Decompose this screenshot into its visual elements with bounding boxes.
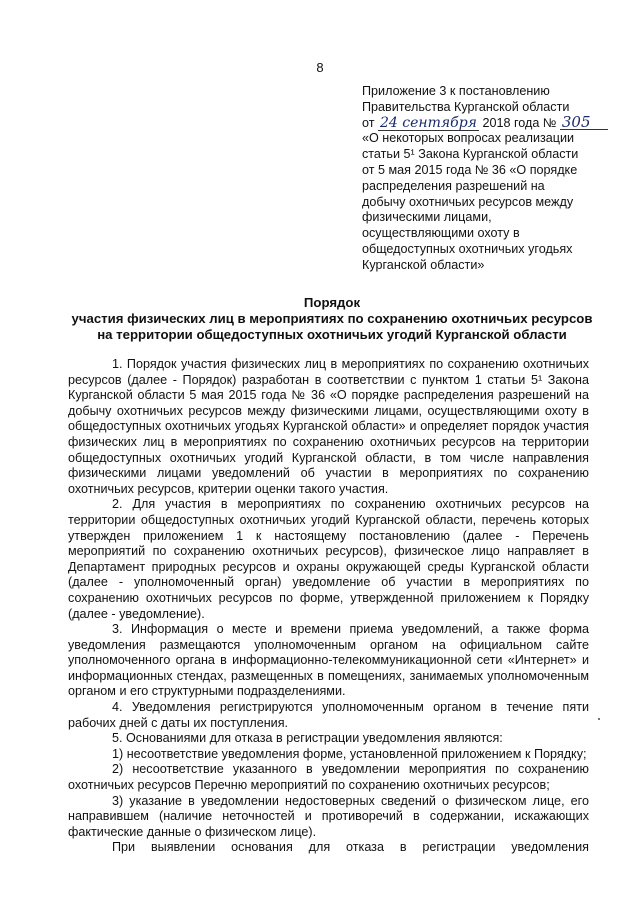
appendix-line: от 5 мая 2015 года № 36 «О порядке [362, 162, 578, 177]
list-item-1: 1) несоответствие уведомления форме, установленной приложением к Порядку; [112, 746, 587, 761]
appendix-line: распределения разрешений на [362, 178, 545, 193]
date-prefix: от [362, 115, 375, 130]
document-body [68, 357, 589, 856]
list-item-3: 3) указание в уведомлении недостоверных сведений о физическом лице, его направившем (наличие неточностей и противоречий в содержании, искажающих фактические данные о физическом лице). [68, 793, 589, 839]
handwritten-date: 24 сентября [380, 114, 477, 131]
paragraph-4: 4. Уведомления регистрируются уполномоченным органом в течение пяти рабочих дней с даты их поступления. [68, 700, 589, 730]
paragraph-1: 1. Порядок участия физических лиц в мероприятиях по сохранению охотничьих ресурсов (далее - Порядок) разработан в соответствии с пунктом 1 статьи 5¹ Закона Курганской области 5 мая 2015 года № 36 «О порядке распределения разрешений на добычу охотничьих ресурсов между физическими лицами, осуществляющими охоту в общедоступных охотничьих угодьях Курганской области» и определяет порядок участия физических лиц в мероприятиях по сохранению охотничьих ресурсов на территории общедоступных охотничьих угодий Курганской области, в том числе направления физическими лицами уведомлений об участии в мероприятиях по сохранению охотничьих ресурсов, критерии оценки такого участия. [68, 357, 589, 496]
title-line: Порядок [303, 295, 361, 310]
scan-speck [598, 718, 600, 720]
list-item-2: 2) несоответствие указанного в уведомлении мероприятия по сохранению охотничьих ресурсов Перечню мероприятий по сохранению охотничьих ресурсов; [68, 762, 589, 793]
paragraph-continued: При выявлении основания для отказа в регистрации уведомления [112, 840, 589, 855]
appendix-line: статьи 5¹ Закона Курганской области [362, 147, 579, 162]
appendix-line: физическими лицами, [362, 210, 492, 225]
paragraph-3: 3. Информация о месте и времени приема уведомлений, а также форма уведомления размещаются уполномоченным органом на официальном сайте уполномоченного органа в информационно-телекоммуникационной сети «Интернет» и информационных стендах, размещенных в помещениях, занимаемых уполномоченным органом и его структурными подразделениями. [68, 622, 589, 699]
title-line: участия физических лиц в мероприятиях по сохранению охотничьих ресурсов [71, 311, 593, 326]
document-title [40, 295, 624, 343]
appendix-line: осуществляющими охоту в [362, 226, 520, 241]
paragraph-5: 5. Основаниями для отказа в регистрации уведомления являются: [112, 731, 503, 746]
paragraph-2: 2. Для участия в мероприятиях по сохранению охотничьих ресурсов на территории общедоступных охотничьих угодий Курганской области, перечень которых утвержден приложением 1 к настоящему постановлению (далее - Перечень мероприятий по сохранению охотничьих ресурсов), физическое лицо направляет в Департамент природных ресурсов и охраны окружающей среды Курганской области (далее - уполномоченный орган) уведомление об участии в мероприятиях по сохранению охотничьих ресурсов по форме, утвержденной приложением к Порядку (далее - уведомление). [68, 497, 589, 621]
appendix-line: добычу охотничьих ресурсов между [362, 194, 574, 209]
handwritten-number: 305 [560, 116, 608, 130]
appendix-header [362, 84, 594, 274]
appendix-line: общедоступных охотничьих угодьях [362, 241, 573, 256]
title-line: на территории общедоступных охотничьих угодий Курганской области [97, 327, 567, 342]
appendix-line: «О некоторых вопросах реализации [362, 131, 575, 146]
date-suffix: 2018 года № [482, 115, 557, 130]
appendix-line: Курганской области» [362, 257, 485, 272]
appendix-line: Приложение 3 к постановлению [362, 84, 550, 98]
appendix-date-line [362, 112, 594, 132]
appendix-line: Правительства Курганской области [362, 99, 570, 114]
page-number: 8 [316, 60, 324, 75]
